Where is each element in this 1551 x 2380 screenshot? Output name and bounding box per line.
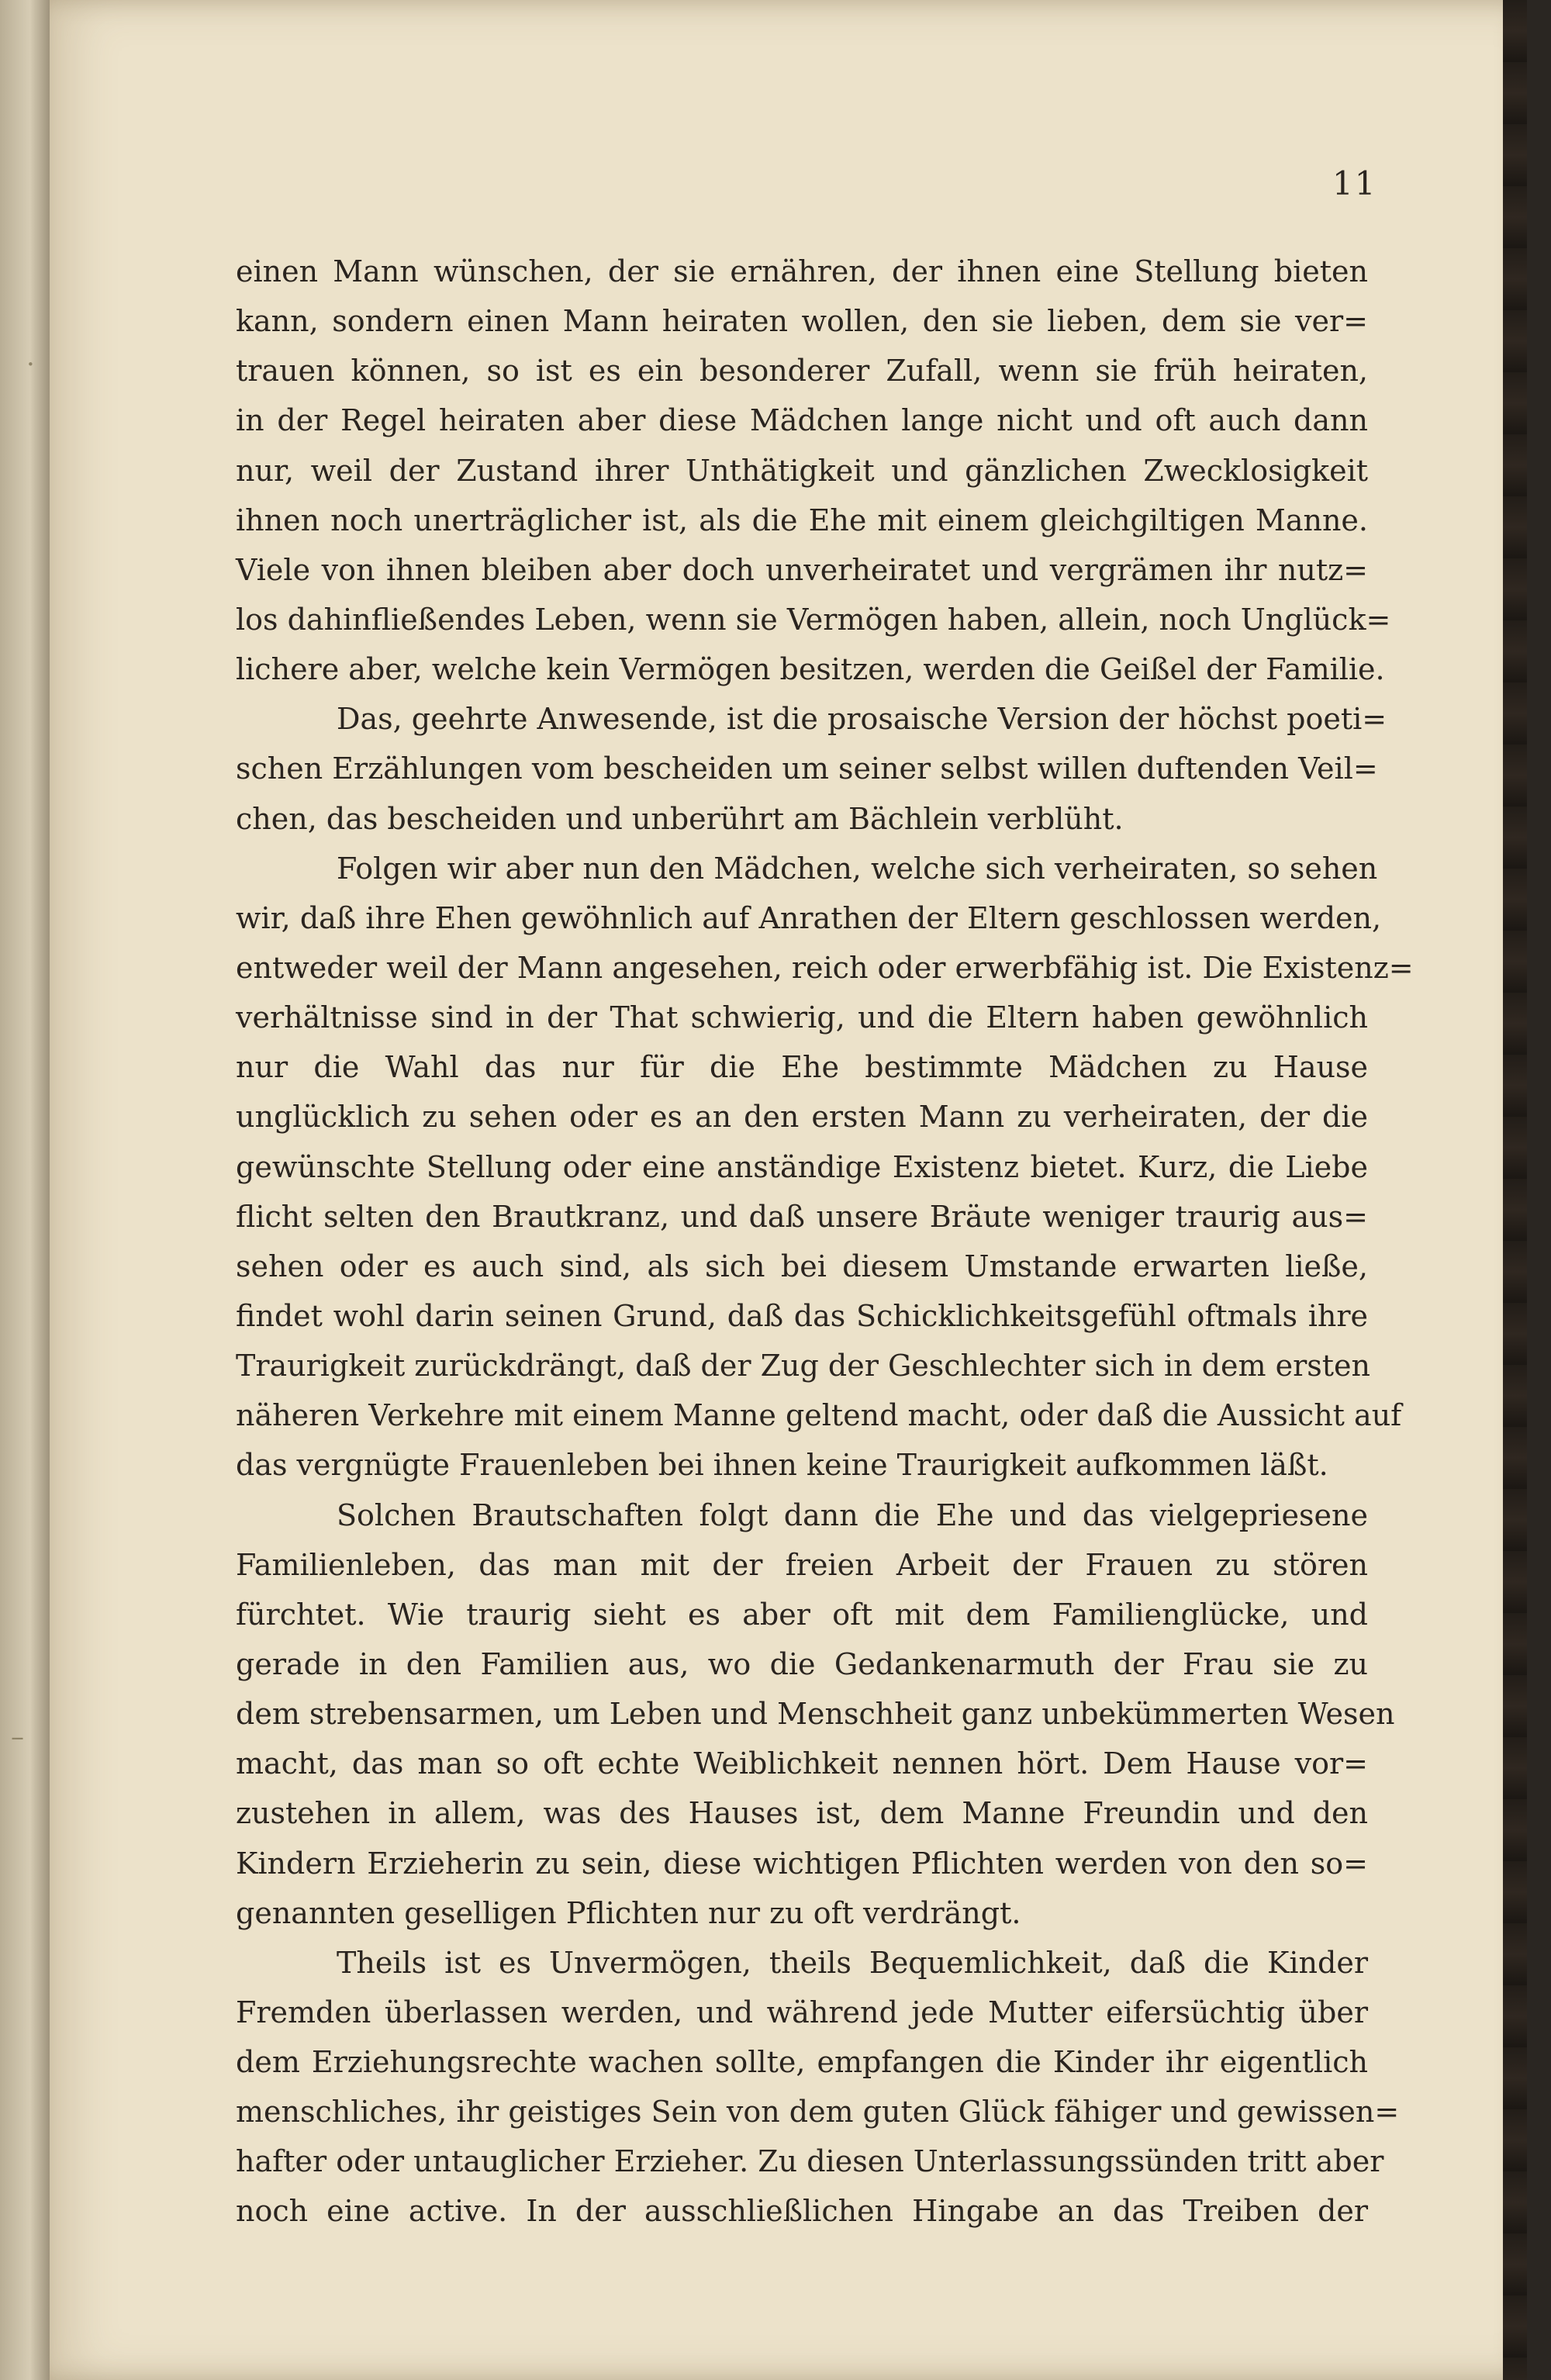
text-line: in der Regel heiraten aber diese Mädchen lange nicht und oft auch dann bbox=[236, 403, 1368, 438]
page-number: 11 bbox=[1332, 164, 1377, 202]
text-line: Solchen Brautschaften folgt dann die Ehe und das vielgepriesene bbox=[337, 1497, 1368, 1532]
text-line: Fremden überlassen werden, und während jede Mutter eifersüchtig über bbox=[236, 1995, 1368, 2029]
book-page bbox=[11, 0, 1527, 2380]
text-line: Kindern Erzieherin zu sein, diese wichtigen Pflichten werden von den so= bbox=[236, 1846, 1368, 1881]
text-line: gewünschte Stellung oder eine anständige Existenz bietet. Kurz, die Liebe bbox=[236, 1149, 1368, 1184]
text-line: wir, daß ihre Ehen gewöhnlich auf Anrathen der Eltern geschlossen werden, bbox=[236, 900, 1382, 935]
text-line: Folgen wir aber nun den Mädchen, welche sich verheiraten, so sehen bbox=[337, 851, 1378, 886]
text-line: Traurigkeit zurückdrängt, daß der Zug der Geschlechter sich in dem ersten bbox=[236, 1349, 1370, 1383]
text-line: verhältnisse sind in der That schwierig, und die Eltern haben gewöhnlich bbox=[236, 1000, 1368, 1035]
text-line: hafter oder untauglicher Erzieher. Zu diesen Unterlassungssünden tritt aber bbox=[236, 2144, 1384, 2179]
margin-mark: – bbox=[11, 1722, 24, 1753]
text-line: menschliches, ihr geistiges Sein von dem guten Glück fähiger und gewissen= bbox=[236, 2095, 1400, 2130]
text-line: Das, geehrte Anwesende, ist die prosaische Version der höchst poeti= bbox=[337, 702, 1387, 737]
margin-mark: · bbox=[26, 349, 35, 380]
text-line: chen, das bescheiden und unberührt am Bächlein verblüht. bbox=[236, 801, 1124, 836]
text-line: nur die Wahl das nur für die Ehe bestimmte Mädchen zu Hause bbox=[236, 1050, 1368, 1085]
facing-page-edge bbox=[0, 0, 50, 2380]
text-line: näheren Verkehre mit einem Manne geltend macht, oder daß die Aussicht auf bbox=[236, 1398, 1402, 1433]
text-line: macht, das man so oft echte Weiblichkeit nennen hört. Dem Hause vor= bbox=[236, 1746, 1368, 1781]
text-line: zustehen in allem, was des Hauses ist, dem Manne Freundin und den bbox=[236, 1796, 1368, 1831]
text-line: das vergnügte Frauenleben bei ihnen keine Traurigkeit aufkommen läßt. bbox=[236, 1448, 1328, 1483]
text-line: einen Mann wünschen, der sie ernähren, der ihnen eine Stellung bieten bbox=[236, 254, 1368, 288]
text-line: findet wohl darin seinen Grund, daß das Schicklichkeitsgefühl oftmals ihre bbox=[236, 1298, 1368, 1333]
text-line: Familienleben, das man mit der freien Arbeit der Frauen zu stören bbox=[236, 1547, 1368, 1582]
text-line: Viele von ihnen bleiben aber doch unverheiratet und vergrämen ihr nutz= bbox=[236, 552, 1368, 587]
text-line: fürchtet. Wie traurig sieht es aber oft mit dem Familienglücke, und bbox=[236, 1597, 1368, 1632]
body-text bbox=[236, 247, 1414, 2237]
text-line: sehen oder es auch sind, als sich bei diesem Umstande erwarten ließe, bbox=[236, 1249, 1368, 1283]
text-line: flicht selten den Brautkranz, und daß unsere Bräute weniger traurig aus= bbox=[236, 1199, 1368, 1234]
text-line: nur, weil der Zustand ihrer Unthätigkeit und gänzlichen Zwecklosigkeit bbox=[236, 453, 1368, 488]
text-line: los dahinfließendes Leben, wenn sie Vermögen haben, allein, noch Unglück= bbox=[236, 602, 1391, 637]
text-line: entweder weil der Mann angesehen, reich oder erwerbfähig ist. Die Existenz= bbox=[236, 950, 1414, 985]
text-line: ihnen noch unerträglicher ist, als die Ehe mit einem gleichgiltigen Manne. bbox=[236, 503, 1368, 537]
text-line: dem Erziehungsrechte wachen sollte, empfangen die Kinder ihr eigentlich bbox=[236, 2045, 1368, 2080]
text-line: Theils ist es Unvermögen, theils Bequemlichkeit, daß die Kinder bbox=[337, 1945, 1368, 1980]
text-line: noch eine active. In der ausschließlichen Hingabe an das Treiben der bbox=[236, 2194, 1368, 2229]
text-line: gerade in den Familien aus, wo die Gedankenarmuth der Frau sie zu bbox=[236, 1646, 1368, 1681]
text-line: lichere aber, welche kein Vermögen besitzen, werden die Geißel der Familie. bbox=[236, 652, 1385, 687]
binding-edge bbox=[1503, 0, 1527, 2380]
text-line: trauen können, so ist es ein besonderer Zufall, wenn sie früh heiraten, bbox=[236, 354, 1368, 389]
text-line: unglücklich zu sehen oder es an den ersten Mann zu verheiraten, der die bbox=[236, 1100, 1368, 1135]
text-line: kann, sondern einen Mann heiraten wollen, den sie lieben, dem sie ver= bbox=[236, 304, 1368, 339]
text-line: genannten geselligen Pflichten nur zu oft verdrängt. bbox=[236, 1895, 1021, 1930]
text-line: schen Erzählungen vom bescheiden um seiner selbst willen duftenden Veil= bbox=[236, 751, 1378, 786]
text-line: dem strebensarmen, um Leben und Menschheit ganz unbekümmerten Wesen bbox=[236, 1697, 1395, 1732]
